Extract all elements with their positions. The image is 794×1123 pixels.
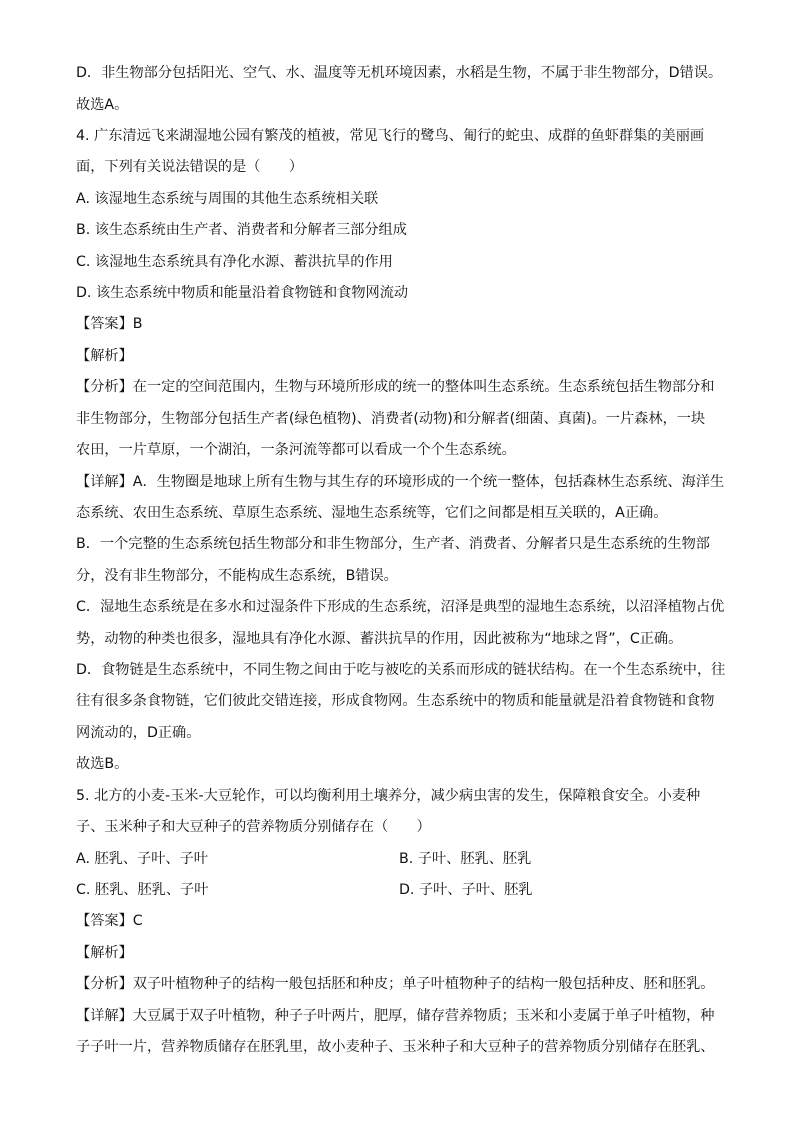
question-4-stem: 4. 广东清远飞来湖湿地公园有繁茂的植被，常见飞行的鹭鸟、匍行的蛇虫、成群的鱼虾群集的美丽画 <box>76 128 705 144</box>
detail-text: 【详解】A．生物圈是地球上所有生物与其生存的环境形成的一个统一整体，包括森林生态系统、海洋生 <box>76 474 725 490</box>
question-4-option-c: C. 该湿地生态系统具有净化水源、蓄洪抗旱的作用 <box>76 254 393 270</box>
question-5-stem: 子、玉米种子和大豆种子的营养物质分别储存在（ ） <box>76 819 431 835</box>
question-5-option-a: A. 胚乳、子叶、子叶 <box>76 851 208 867</box>
conclusion-text: 故选B。 <box>76 756 129 772</box>
analysis-text: 【分析】双子叶植物种子的结构一般包括胚和种皮；单子叶植物种子的结构一般包括种皮、胚和胚乳。 <box>76 976 715 992</box>
detail-text: 往有很多条食物链，它们彼此交错连接，形成食物网。生态系统中的物质和能量就是沿着食物链和食物 <box>76 693 715 709</box>
detail-text: 势，动物的种类也很多，湿地具有净化水源、蓄洪抗旱的作用，因此被称为“地球之肾”，C正确。 <box>76 631 683 647</box>
analysis-heading: 【解析】 <box>76 348 133 364</box>
question-5-option-d: D. 子叶、子叶、胚乳 <box>399 882 533 898</box>
question-5-option-c: C. 胚乳、胚乳、子叶 <box>76 882 209 898</box>
question-4-option-a: A. 该湿地生态系统与周围的其他生态系统相关联 <box>76 191 379 207</box>
text-line: 故选A。 <box>76 97 129 113</box>
analysis-text: 非生物部分，生物部分包括生产者(绿色植物)、消费者(动物)和分解者(细菌、真菌)。一片森林，一块 <box>76 411 706 427</box>
detail-text: 【详解】大豆属于双子叶植物，种子子叶两片，肥厚，储存营养物质；玉米和小麦属于单子叶植物，种 <box>76 1008 715 1024</box>
detail-text: D．食物链是生态系统中，不同生物之间由于吃与被吃的关系而形成的链状结构。在一个生态系统中，往 <box>76 662 726 678</box>
answer-label: 【答案】C <box>76 913 143 929</box>
detail-text: B．一个完整的生态系统包括生物部分和非生物部分，生产者、消费者、分解者只是生态系统的生物部 <box>76 536 710 552</box>
question-4-option-d: D. 该生态系统中物质和能量沿着食物链和食物网流动 <box>76 285 409 301</box>
detail-text: C．湿地生态系统是在多水和过湿条件下形成的生态系统，沼泽是典型的湿地生态系统，以沼泽植物占优 <box>76 599 725 615</box>
answer-label: 【答案】B <box>76 316 143 332</box>
analysis-heading: 【解析】 <box>76 945 133 961</box>
detail-text: 网流动的，D正确。 <box>76 725 201 741</box>
detail-text: 态系统、农田生态系统、草原生态系统、湿地生态系统等，它们之间都是相互关联的，A正确。 <box>76 505 668 521</box>
detail-text: 分，没有非生物部分，不能构成生态系统，B错误。 <box>76 568 398 584</box>
question-4-option-b: B. 该生态系统由生产者、消费者和分解者三部分组成 <box>76 222 407 238</box>
question-5-stem: 5. 北方的小麦-玉米-大豆轮作，可以均衡利用土壤养分，减少病虫害的发生，保障粮食安全。小麦种 <box>76 788 701 804</box>
analysis-text: 农田，一片草原，一个湖泊，一条河流等都可以看成一个个生态系统。 <box>76 442 516 458</box>
text-line: D．非生物部分包括阳光、空气、水、温度等无机环境因素，水稻是生物，不属于非生物部分，D错误。 <box>76 65 723 81</box>
analysis-text: 【分析】在一定的空间范围内，生物与环境所形成的统一的整体叫生态系统。生态系统包括生物部分和 <box>76 379 715 395</box>
detail-text: 子子叶一片，营养物质储存在胚乳里，故小麦种子、玉米种子和大豆种子的营养物质分别储存在胚乳、 <box>76 1039 715 1055</box>
question-5-option-b: B. 子叶、胚乳、胚乳 <box>399 851 532 867</box>
question-4-stem: 面，下列有关说法错误的是（ ） <box>76 159 304 175</box>
